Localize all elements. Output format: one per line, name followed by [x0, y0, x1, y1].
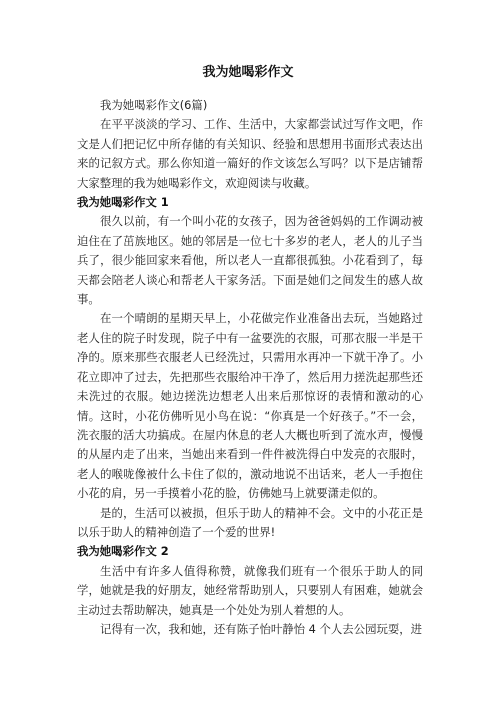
- document-title: 我为她喝彩作文: [202, 65, 294, 80]
- body-paragraph: 很久以前，有一个叫小花的女孩子，因为爸爸妈妈的工作调动被迫住在了茁族地区。她的邻居是一位七十多岁的老人，老人的儿子当兵了，很少能回家来看他，所以老人一直都很孤独。小花看到了，每天都会陪老人谈心和帮老人干家务活。下面是她们之间发生的感人故事。: [77, 214, 423, 307]
- document-body: [77, 96, 423, 639]
- section-heading: 我为她喝彩作文 2: [77, 544, 169, 559]
- intro-paragraph: 在平平淡淡的学习、工作、生活中，大家都尝试过写作文吧，作文是人们把记忆中所存储的有关知识、经验和思想用书面形式表达出来的记叙方式。那么你知道一篇好的作文该怎么写吗？以下是店铺帮大家整理的我为她喝彩作文，欢迎阅读与收藏。: [77, 117, 423, 190]
- section-heading: 我为她喝彩作文 1: [77, 195, 169, 210]
- body-paragraph: 记得有一次，我和她，还有陈子怡叶静怡 4 个人去公园玩耍，进: [100, 621, 423, 636]
- subtitle-line: 我为她喝彩作文(6篇): [100, 98, 208, 112]
- body-paragraph: 在一个晴朗的星期天早上，小花做完作业准备出去玩，当她路过老人住的院子时发现，院子中有一盆要洗的衣服，可那衣服一半是干净的。原来那些衣服老人已经洗过，只需用水再冲一下就干净了。小花立即冲了过去，先把那些衣服给冲干净了，然后用力搓洗起那些还未洗过的衣服。她边搓洗边想老人出来后那惊讶的表情和激动的心情。这时，小花仿佛听见小鸟在说：“你真是一个好孩子。”不一会，洗衣服的活大功搞成。在屋内休息的老人大概也听到了流水声，慢慢的从屋内走了出来，当她出来看到一件件被洗得白中发亮的衣服时，老人的喉咙像被什么卡住了似的，激动地说不出话来，老人一手抱住小花的肩，另一手摸着小花的脸，仿佛她马上就要潇走似的。: [77, 311, 423, 501]
- body-paragraph: 是的，生活可以被损，但乐于助人的精神不会。文中的小花正是以乐于助人的精神创造了一个爱的世界!: [77, 505, 423, 539]
- body-paragraph: 生活中有许多人值得称赞，就像我们班有一个很乐于助人的同学，她就是我的好朋友，她经常帮助别人，只要别人有困难，她就会主动过去帮助解决，她真是一个处处为别人着想的人。: [77, 563, 423, 617]
